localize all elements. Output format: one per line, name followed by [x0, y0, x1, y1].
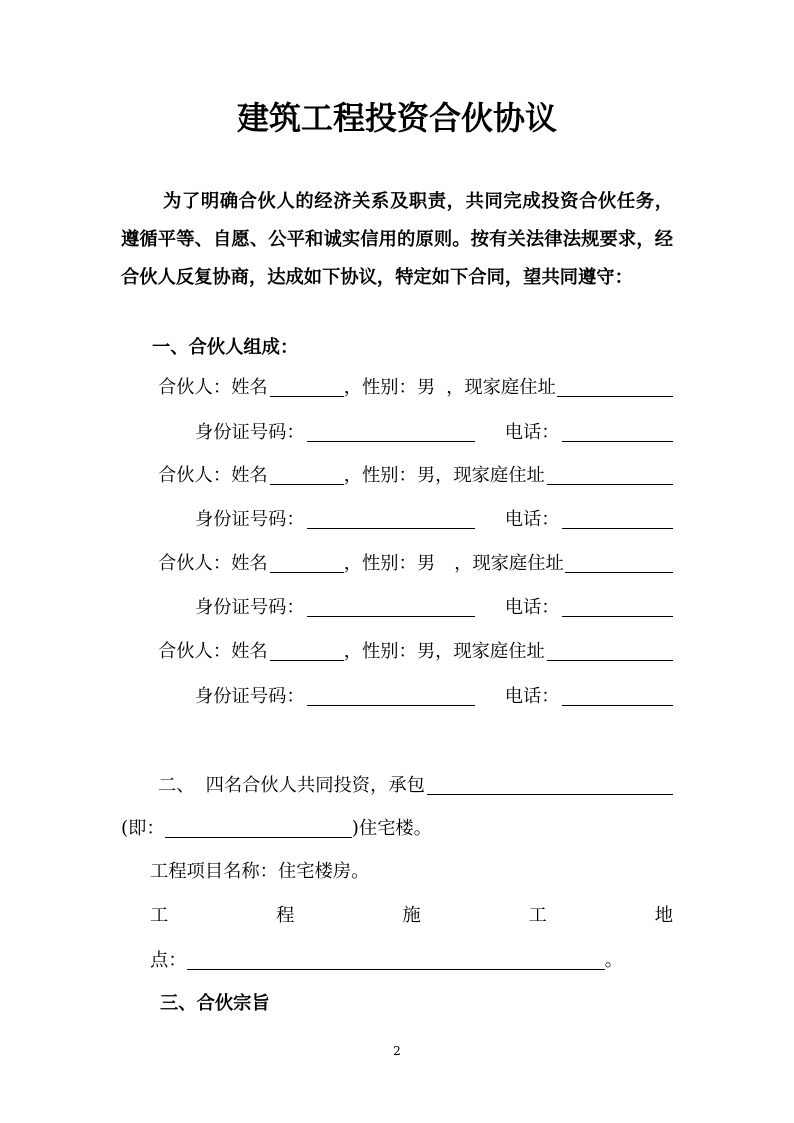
- gender-value: 男: [416, 641, 436, 662]
- phone-label: 电话：: [504, 422, 560, 443]
- gender-value: 男: [416, 553, 436, 574]
- gender-value: 男: [416, 377, 436, 398]
- phone-blank: [562, 616, 673, 617]
- name-blank: [270, 660, 344, 661]
- site-end: 。: [604, 950, 623, 971]
- partner-name-label: 合伙人：姓名: [158, 641, 268, 662]
- spacing: [435, 399, 446, 400]
- intro-line: 遵循平等、自愿、公平和诚实信用的原则。按有关法律法规要求，经: [121, 229, 673, 250]
- building-row: [121, 817, 432, 841]
- phone-label: 电话：: [504, 597, 560, 618]
- id-row: [195, 685, 673, 709]
- spacing: [475, 708, 505, 709]
- name-blank: [270, 484, 344, 485]
- intro-line: 合伙人反复协商，达成如下协议，特定如下合同，望共同遵守：: [121, 267, 633, 288]
- section2-number: 二、: [158, 775, 195, 796]
- address-blank: [565, 572, 673, 573]
- gender-label: ，性别：: [343, 641, 417, 662]
- building-suffix: )住宅楼。: [351, 818, 432, 839]
- address-label: ，现家庭住址: [454, 553, 564, 574]
- address-label: ，现家庭住址: [435, 641, 545, 662]
- name-blank: [270, 572, 344, 573]
- address-blank: [557, 396, 673, 397]
- id-label: 身份证号码：: [195, 686, 305, 707]
- id-blank: [307, 441, 475, 442]
- partner-row: [158, 552, 673, 576]
- spacing: [475, 444, 505, 445]
- gender-value: 男: [416, 465, 436, 486]
- gender-label: ，性别：: [343, 465, 417, 486]
- partner-row: [158, 376, 673, 400]
- partner-name-label: 合伙人：姓名: [158, 377, 268, 398]
- partner-row: [158, 640, 673, 664]
- phone-blank: [562, 705, 673, 706]
- building-prefix: (即：: [121, 818, 165, 839]
- spacing: [195, 797, 206, 798]
- site-row: [150, 949, 623, 973]
- phone-blank: [562, 528, 673, 529]
- address-label: ，现家庭住址: [435, 465, 545, 486]
- phone-blank: [562, 441, 673, 442]
- partner-name-label: 合伙人：姓名: [158, 553, 268, 574]
- id-label: 身份证号码：: [195, 422, 305, 443]
- partner-row: [158, 464, 673, 488]
- section2-text: 四名合伙人共同投资，承包: [205, 775, 425, 796]
- site-label-row: [150, 904, 673, 928]
- site-label-char: 施: [402, 905, 421, 926]
- id-label: 身份证号码：: [195, 597, 305, 618]
- address-blank: [547, 484, 673, 485]
- id-blank: [307, 616, 475, 617]
- id-row: [195, 421, 673, 445]
- site-label-char: 地: [654, 905, 673, 926]
- address-label: ，现家庭住址: [446, 377, 556, 398]
- spacing: [435, 575, 454, 576]
- id-row: [195, 596, 673, 620]
- phone-label: 电话：: [504, 509, 560, 530]
- section3-heading: 三、合伙宗旨: [160, 993, 270, 1014]
- id-blank: [307, 705, 475, 706]
- address-blank: [547, 660, 673, 661]
- gender-label: ，性别：: [343, 377, 417, 398]
- site-blank: [187, 969, 605, 970]
- section1-heading: 一、合伙人组成：: [152, 337, 299, 358]
- site-label-char: 工: [150, 905, 169, 926]
- page-number: 2: [393, 1044, 401, 1058]
- building-blank: [165, 837, 352, 838]
- section2-row: [158, 774, 673, 798]
- spacing: [475, 619, 505, 620]
- contract-blank: [427, 794, 673, 795]
- id-blank: [307, 528, 475, 529]
- id-row: [195, 508, 673, 532]
- name-blank: [270, 396, 344, 397]
- id-label: 身份证号码：: [195, 509, 305, 530]
- gender-label: ，性别：: [343, 553, 417, 574]
- partner-name-label: 合伙人：姓名: [158, 465, 268, 486]
- site-label-char: 程: [276, 905, 295, 926]
- intro-line: 为了明确合伙人的经济关系及职责，共同完成投资合伙任务，: [163, 191, 673, 212]
- site-label-char: 工: [528, 905, 547, 926]
- spacing: [475, 531, 505, 532]
- site-label-end: 点：: [150, 950, 187, 971]
- project-name: 工程项目名称：住宅楼房。: [150, 861, 370, 882]
- phone-label: 电话：: [504, 686, 560, 707]
- document-title: 建筑工程投资合伙协议: [236, 99, 557, 137]
